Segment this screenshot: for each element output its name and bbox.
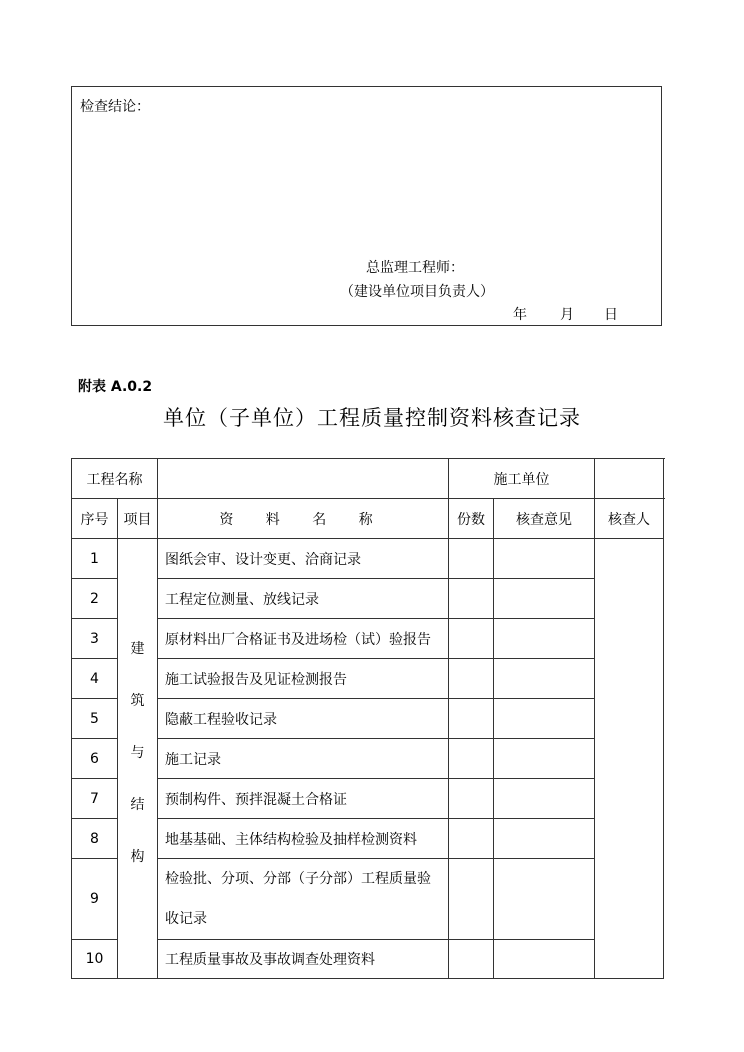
appendix-label: 附表 A.0.2 [78, 379, 153, 395]
row-name: 工程定位测量、放线记录 [158, 579, 449, 619]
row-copies [449, 859, 494, 940]
row-name-line: 收记录 [165, 911, 207, 927]
row-opinion [494, 819, 595, 859]
row-seq: 6 [72, 739, 118, 779]
row-name: 工程质量事故及事故调查处理资料 [158, 940, 449, 979]
row-opinion [494, 699, 595, 739]
construction-unit-label: 施工单位 [449, 459, 595, 499]
table-row [72, 859, 664, 940]
project-info-row [72, 459, 664, 499]
construction-unit-value [595, 459, 664, 499]
document-check-table [71, 498, 664, 979]
row-copies [449, 819, 494, 859]
header-seq: 序号 [72, 499, 118, 539]
row-name: 地基基础、主体结构检验及抽样检测资料 [158, 819, 449, 859]
row-name: 预制构件、预拌混凝土合格证 [158, 779, 449, 819]
owner-rep-label: （建设单位项目负责人） [340, 284, 494, 300]
row-opinion [494, 539, 595, 579]
row-seq: 9 [72, 859, 118, 940]
row-copies [449, 659, 494, 699]
row-name: 图纸会审、设计变更、洽商记录 [158, 539, 449, 579]
category-char: 与 [130, 745, 145, 761]
category-char: 结 [130, 797, 145, 813]
header-opinion: 核查意见 [494, 499, 595, 539]
row-opinion [494, 659, 595, 699]
row-seq: 10 [72, 940, 118, 979]
row-copies [449, 539, 494, 579]
table-row [72, 619, 664, 659]
checker-cell [595, 539, 664, 979]
chief-supervisor-label: 总监理工程师： [366, 260, 464, 276]
header-checker: 核查人 [595, 499, 664, 539]
table-row [72, 940, 664, 979]
conclusion-label: 检查结论： [80, 99, 150, 115]
row-name: 隐蔽工程验收记录 [158, 699, 449, 739]
header-document-name: 资 料 名 称 [158, 499, 449, 539]
header-copies: 份数 [449, 499, 494, 539]
row-opinion [494, 940, 595, 979]
row-copies [449, 699, 494, 739]
row-seq: 4 [72, 659, 118, 699]
inspection-conclusion-box [71, 86, 662, 326]
row-copies [449, 779, 494, 819]
row-seq: 3 [72, 619, 118, 659]
project-name-label: 工程名称 [72, 459, 158, 499]
table-row [72, 579, 664, 619]
page-title: 单位（子单位）工程质量控制资料核查记录 [163, 406, 581, 430]
category-char: 建 [130, 641, 145, 657]
date-month: 月 [560, 307, 574, 323]
row-name [158, 859, 449, 940]
row-name: 施工试验报告及见证检测报告 [158, 659, 449, 699]
header-item: 项目 [118, 499, 158, 539]
date-year: 年 [513, 307, 527, 323]
table-row [72, 539, 664, 579]
row-opinion [494, 779, 595, 819]
row-seq: 1 [72, 539, 118, 579]
row-opinion [494, 619, 595, 659]
table-row [72, 699, 664, 739]
table-row [72, 819, 664, 859]
table-row [72, 739, 664, 779]
row-opinion [494, 859, 595, 940]
row-seq: 5 [72, 699, 118, 739]
row-copies [449, 579, 494, 619]
table-row [72, 779, 664, 819]
row-opinion [494, 739, 595, 779]
table-row [72, 659, 664, 699]
category-char: 构 [130, 849, 145, 865]
category-architecture-structure [118, 539, 158, 979]
header-row [72, 499, 664, 539]
category-char: 筑 [130, 693, 145, 709]
row-opinion [494, 579, 595, 619]
row-copies [449, 739, 494, 779]
row-seq: 7 [72, 779, 118, 819]
row-name-line: 检验批、分项、分部（子分部）工程质量验 [165, 871, 431, 887]
quality-control-table [71, 458, 664, 499]
row-seq: 8 [72, 819, 118, 859]
date-day: 日 [604, 307, 618, 323]
row-name: 施工记录 [158, 739, 449, 779]
row-copies [449, 619, 494, 659]
row-copies [449, 940, 494, 979]
row-name: 原材料出厂合格证书及进场检（试）验报告 [158, 619, 449, 659]
project-name-value [158, 459, 449, 499]
row-seq: 2 [72, 579, 118, 619]
